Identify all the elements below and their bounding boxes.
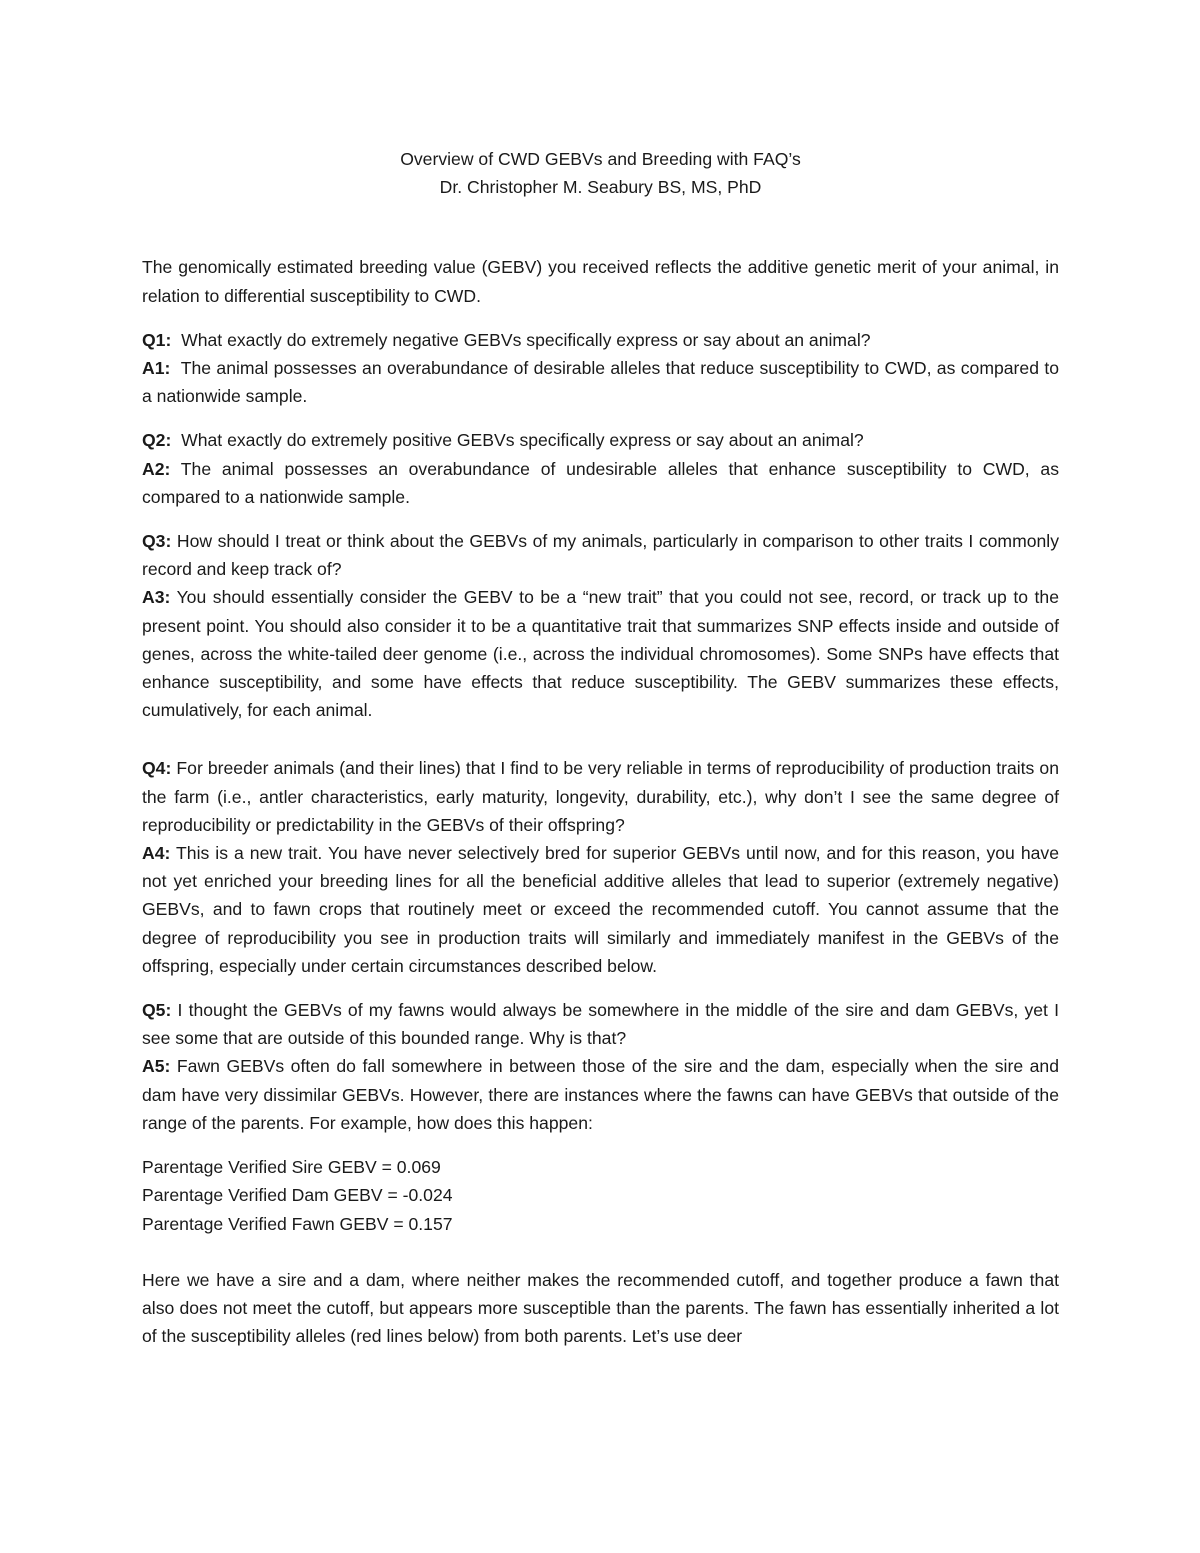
question-text: How should I treat or think about the GEBVs of my animals, particularly in comparison to other traits I commonly record and keep track of? xyxy=(142,531,1060,580)
answer-label: A3: xyxy=(142,587,171,608)
answer-text: This is a new trait. You have never selectively bred for superior GEBVs until now, and for this reason, you have not yet enriched your breeding lines for all the beneficial additive alleles that lead to superior (extremely negative) GEBVs, and to fawn crops that routinely meet or exceed the recommended cutoff. You cannot assume that the degree of reproducibility you see in production traits will similarly and immediately manifest in the GEBVs of the offspring, especially under certain circumstances described below. xyxy=(142,843,1059,976)
question-text: What exactly do extremely negative GEBVs specifically express or say about an animal? xyxy=(181,329,871,350)
answer-label: A2: xyxy=(142,458,171,479)
question-text: I thought the GEBVs of my fawns would always be somewhere in the middle of the sire and dam GEBVs, yet I see some that are outside of this bounded range. Why is that? xyxy=(142,1000,1059,1049)
fawn-gebv-line: Parentage Verified Fawn GEBV = 0.157 xyxy=(142,1213,453,1234)
question-text: What exactly do extremely positive GEBVs specifically express or say about an animal? xyxy=(181,430,864,451)
answer-label: A4: xyxy=(142,843,171,864)
faq-item-5 xyxy=(142,996,1059,1137)
question-1 xyxy=(142,326,1059,354)
dam-gebv-line: Parentage Verified Dam GEBV = -0.024 xyxy=(142,1185,453,1206)
answer-5 xyxy=(142,1052,1059,1137)
faq-item-4 xyxy=(142,754,1059,980)
title-block xyxy=(142,145,1059,201)
question-5 xyxy=(142,996,1059,1052)
question-label: Q1: xyxy=(142,329,172,350)
answer-4 xyxy=(142,839,1059,980)
question-2 xyxy=(142,426,1059,454)
answer-label: A1: xyxy=(142,358,171,379)
question-text: For breeder animals (and their lines) that I find to be very reliable in terms of reproducibility of production traits on the farm (i.e., antler characteristics, early maturity, longevity, durability, etc.), why don’t I see the same degree of reproducibility or predictability in the GEBVs of their offspring? xyxy=(142,758,1059,835)
question-4 xyxy=(142,754,1059,839)
answer-1 xyxy=(142,354,1059,410)
sire-gebv-line: Parentage Verified Sire GEBV = 0.069 xyxy=(142,1157,441,1178)
gebv-values-list xyxy=(142,1153,1059,1238)
document-author: Dr. Christopher M. Seabury BS, MS, PhD xyxy=(439,177,762,198)
closing-paragraph: Here we have a sire and a dam, where neither makes the recommended cutoff, and together produce a fawn that also does not meet the cutoff, but appears more susceptible than the parents. The fawn has essentially inherited a lot of the susceptibility alleles (red lines below) from both parents. Let’s use deer xyxy=(142,1269,1059,1347)
answer-text: Fawn GEBVs often do fall somewhere in between those of the sire and the dam, especially when the sire and dam have very dissimilar GEBVs. However, there are instances where the fawns can have GEBVs that outside of the range of the parents. For example, how does this happen: xyxy=(142,1056,1060,1133)
intro-paragraph: The genomically estimated breeding value (GEBV) you received reflects the additive genetic merit of your animal, in relation to differential susceptibility to CWD. xyxy=(142,257,1059,306)
answer-2 xyxy=(142,455,1059,511)
document-body xyxy=(142,145,1059,1366)
question-3 xyxy=(142,527,1059,583)
faq-item-1 xyxy=(142,326,1059,411)
faq-item-2 xyxy=(142,426,1059,511)
answer-label: A5: xyxy=(142,1056,171,1077)
answer-3 xyxy=(142,583,1059,724)
question-label: Q5: xyxy=(142,1000,172,1021)
answer-text: You should essentially consider the GEBV to be a “new trait” that you could not see, record, or track up to the present point. You should also consider it to be a quantitative trait that summarizes SNP effects inside and outside of genes, across the white-tailed deer genome (i.e., across the individual chromosomes). Some SNPs have effects that enhance susceptibility, and some have effects that reduce susceptibility. The GEBV summarizes these effects, cumulatively, for each animal. xyxy=(142,587,1059,721)
document-title: Overview of CWD GEBVs and Breeding with FAQ’s xyxy=(400,149,801,169)
answer-text: The animal possesses an overabundance of undesirable alleles that enhance susceptibility to CWD, as compared to a nationwide sample. xyxy=(142,458,1059,507)
question-label: Q3: xyxy=(142,531,172,552)
faq-item-3 xyxy=(142,527,1059,724)
answer-text: The animal possesses an overabundance of desirable alleles that reduce susceptibility to CWD, as compared to a nationwide sample. xyxy=(142,358,1059,407)
question-label: Q2: xyxy=(142,430,172,451)
question-label: Q4: xyxy=(142,758,172,779)
